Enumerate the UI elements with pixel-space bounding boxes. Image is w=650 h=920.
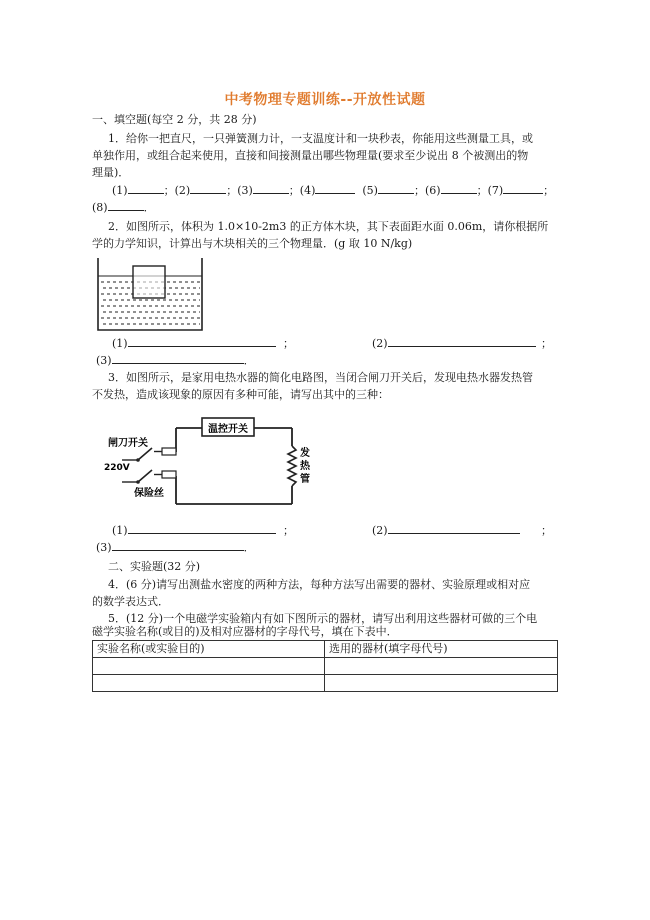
q1-line1: 1．给你一把直尺，一只弹簧测力计，一支温度计和一块秒表，你能用这些测量工具，或 bbox=[108, 132, 533, 145]
q1-blank-7[interactable] bbox=[503, 183, 543, 194]
q2-blank-1[interactable] bbox=[128, 336, 276, 347]
q2-line2: 学的力学知识，计算出与木块相关的三个物理量．(g 取 10 N/kg) bbox=[92, 237, 413, 250]
knife-switch-blade-lower bbox=[138, 470, 152, 482]
heater-resistor-icon bbox=[288, 446, 296, 486]
q2-blank-2[interactable] bbox=[388, 336, 536, 347]
q4-line2: 的数学表达式． bbox=[92, 595, 169, 608]
q2-answer-row2: (3) ． bbox=[96, 354, 255, 367]
table-row bbox=[93, 675, 558, 692]
q1-blank-label-3: (3) bbox=[237, 184, 253, 197]
q1-blank-3[interactable] bbox=[253, 183, 289, 194]
q1-blank-label-5: (5) bbox=[362, 184, 378, 197]
heater-label-1: 发 bbox=[300, 448, 310, 459]
q1-blank-label-2: (2) bbox=[174, 184, 191, 197]
q1-blanks-row: (1) ；(2) ；(3) ；(4) (5) ；(6) ；(7) ； bbox=[112, 184, 555, 197]
section1-heading: 一、填空题(每空 2 分，共 28 分) bbox=[92, 113, 257, 126]
q3-answer-row1b: (2) bbox=[372, 523, 520, 539]
table-cell-equipment-1[interactable] bbox=[325, 658, 558, 675]
experiment-answer-table bbox=[92, 640, 558, 692]
q1-blank-2[interactable] bbox=[190, 183, 226, 194]
q1-blank-label-8: (8) bbox=[92, 201, 108, 214]
table-header-experiment: 实验名称(或实验目的) bbox=[93, 641, 325, 658]
table-cell-experiment-1[interactable] bbox=[93, 658, 325, 675]
q1-blank-6[interactable] bbox=[441, 183, 477, 194]
knife-switch-blade-upper bbox=[138, 448, 152, 460]
q3-line1: 3．如图所示，是家用电热水器的简化电路图，当闭合闸刀开关后，发现电热水器发热管 bbox=[108, 371, 533, 384]
q2-blank-3[interactable] bbox=[112, 353, 244, 364]
q5-line1: 5．(12 分)一个电磁学实验箱内有如下图所示的器材，请写出利用这些器材可做的三个电 bbox=[108, 612, 538, 625]
section2-heading: 二、实验题(32 分) bbox=[108, 560, 201, 573]
table-row bbox=[93, 658, 558, 675]
q2-answer-row1: (1) bbox=[112, 336, 276, 352]
q3-line2: 不发热，造成该现象的原因有多种可能，请写出其中的三种： bbox=[92, 388, 389, 401]
q3-answer-row1: (1) bbox=[112, 523, 276, 539]
table-header-equipment: 选用的器材(填字母代号) bbox=[325, 641, 558, 658]
page-title: 中考物理专题训练--开放性试题 bbox=[224, 92, 426, 108]
q1-blank-label-6: (6) bbox=[424, 184, 441, 197]
wooden-block bbox=[133, 266, 165, 298]
q1-blank-8[interactable] bbox=[108, 200, 144, 211]
heater-circuit-figure bbox=[96, 408, 316, 514]
q1-blanks-row2: (8) ． bbox=[92, 201, 155, 214]
q1-blank-label-4: (4) bbox=[299, 184, 316, 197]
table-cell-experiment-2[interactable] bbox=[93, 675, 325, 692]
q3-answer-row2: (3) ． bbox=[96, 541, 255, 554]
q1-line2: 单独作用，或组合起来使用，直接和间接测量出哪些物理量(要求至少说出 8 个被测出的物 bbox=[92, 149, 529, 162]
knife-switch-label: 闸刀开关 bbox=[108, 438, 148, 449]
voltage-label: 220V bbox=[104, 463, 130, 473]
fuse-label: 保险丝 bbox=[134, 488, 164, 499]
heater-label-2: 热 bbox=[300, 461, 310, 472]
q1-blank-4[interactable] bbox=[315, 183, 355, 194]
q4-line1: 4．(6 分)请写出测盐水密度的两种方法，每种方法写出需要的器材、实验原理或相对应 bbox=[108, 578, 531, 591]
fuse-upper-icon bbox=[162, 448, 176, 455]
q1-blank-1[interactable] bbox=[128, 183, 164, 194]
fuse-lower-icon bbox=[162, 471, 176, 478]
table-cell-equipment-2[interactable] bbox=[325, 675, 558, 692]
beaker-block-figure bbox=[96, 254, 206, 334]
q3-blank-2[interactable] bbox=[388, 523, 520, 534]
q1-blank-label-1: (1) bbox=[112, 184, 128, 197]
table-header-row bbox=[93, 641, 558, 658]
q1-line3: 理量)． bbox=[92, 166, 130, 179]
q2-answer-row1b: (2) bbox=[372, 336, 536, 352]
q2-line1: 2．如图所示，体积为 1.0×10-2m3 的正方体木块，其下表面距水面 0.06m，请你根据所 bbox=[108, 220, 549, 233]
q3-blank-1[interactable] bbox=[128, 523, 276, 534]
thermostat-label: 温控开关 bbox=[208, 424, 248, 435]
q1-blank-5[interactable] bbox=[378, 183, 414, 194]
q5-line2: 磁学实验名称(或目的)及相对应器材的字母代号，填在下表中． bbox=[92, 625, 398, 638]
q3-blank-3[interactable] bbox=[112, 540, 244, 551]
q1-blank-label-7: (7) bbox=[487, 184, 504, 197]
heater-label-3: 管 bbox=[300, 474, 310, 485]
